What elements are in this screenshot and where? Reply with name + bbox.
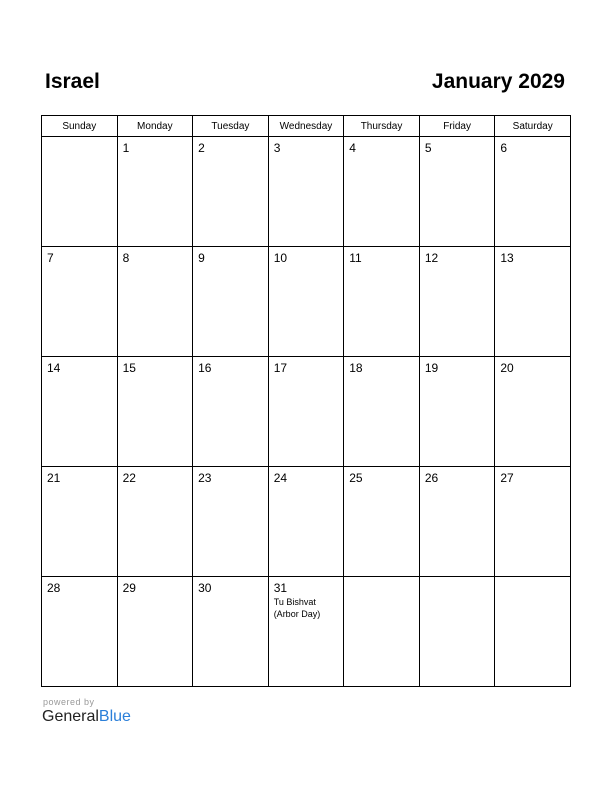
logo-general-text: General	[42, 708, 99, 725]
day-cell	[419, 247, 495, 357]
holiday-label: (Arbor Day)	[273, 609, 321, 619]
day-number: 13	[500, 251, 514, 265]
day-number: 1	[122, 141, 130, 155]
day-cell	[117, 247, 193, 357]
day-cell	[344, 247, 420, 357]
day-number: 10	[273, 251, 288, 265]
day-number: 16	[198, 361, 212, 375]
day-cell	[495, 577, 571, 687]
day-cell	[193, 357, 269, 467]
day-cell	[42, 247, 118, 357]
day-number: 21	[47, 471, 61, 485]
day-cell	[117, 467, 193, 577]
day-number: 27	[500, 471, 514, 485]
day-number: 26	[424, 471, 439, 485]
day-cell	[117, 577, 193, 687]
day-number: 15	[122, 361, 136, 375]
day-cell	[495, 137, 571, 247]
calendar-grid	[41, 115, 571, 687]
day-number: 25	[349, 471, 363, 485]
day-number: 29	[122, 581, 136, 595]
weekday-header: Saturday	[495, 116, 571, 137]
week-row	[42, 357, 571, 467]
day-number: 9	[198, 251, 205, 265]
day-cell	[419, 577, 495, 687]
day-number: 12	[424, 251, 439, 265]
logo-blue-text: Blue	[98, 708, 131, 725]
generalblue-logo[interactable]	[42, 708, 131, 726]
country-title: Israel	[45, 70, 100, 93]
day-number: 8	[122, 251, 130, 265]
weekday-header-row	[42, 116, 571, 137]
holiday-label: Tu Bishvat	[273, 597, 316, 607]
day-cell	[495, 247, 571, 357]
day-cell	[268, 247, 344, 357]
day-number: 30	[198, 581, 212, 595]
day-cell	[193, 577, 269, 687]
day-cell	[268, 467, 344, 577]
day-cell	[495, 467, 571, 577]
month-title: January 2029	[431, 70, 565, 93]
weekday-header: Sunday	[42, 116, 118, 137]
day-cell	[117, 137, 193, 247]
day-number: 7	[47, 251, 54, 265]
day-cell	[268, 137, 344, 247]
day-cell	[419, 357, 495, 467]
day-cell	[42, 357, 118, 467]
day-number: 31	[273, 581, 288, 595]
day-number: 3	[273, 141, 281, 155]
day-cell	[268, 577, 344, 687]
day-cell	[344, 137, 420, 247]
weekday-header: Friday	[419, 116, 495, 137]
day-number: 18	[349, 361, 363, 375]
weekday-header: Tuesday	[193, 116, 269, 137]
day-cell	[419, 137, 495, 247]
day-cell	[193, 247, 269, 357]
day-number: 23	[198, 471, 212, 485]
day-cell	[344, 357, 420, 467]
week-row	[42, 137, 571, 247]
day-cell	[193, 467, 269, 577]
week-row	[42, 577, 571, 687]
day-cell	[268, 357, 344, 467]
day-number: 22	[122, 471, 136, 485]
day-number: 6	[500, 141, 508, 155]
week-row	[42, 467, 571, 577]
day-cell	[42, 467, 118, 577]
day-cell	[117, 357, 193, 467]
weekday-header: Thursday	[344, 116, 420, 137]
day-number: 4	[349, 141, 356, 155]
weekday-header: Wednesday	[268, 116, 344, 137]
powered-by-text: powered by	[43, 697, 95, 707]
day-number: 11	[349, 251, 362, 265]
day-number: 5	[424, 141, 432, 155]
day-cell	[495, 357, 571, 467]
day-cell	[419, 467, 495, 577]
day-number: 17	[273, 361, 288, 375]
week-row	[42, 247, 571, 357]
day-cell	[344, 467, 420, 577]
day-number: 24	[273, 471, 288, 485]
day-cell	[193, 137, 269, 247]
day-cell	[42, 577, 118, 687]
day-number: 28	[47, 581, 61, 595]
day-number: 2	[198, 141, 205, 155]
day-number: 19	[424, 361, 439, 375]
day-number: 14	[47, 361, 61, 375]
day-cell	[42, 137, 118, 247]
weekday-header: Monday	[117, 116, 193, 137]
day-number: 20	[500, 361, 514, 375]
day-cell	[344, 577, 420, 687]
